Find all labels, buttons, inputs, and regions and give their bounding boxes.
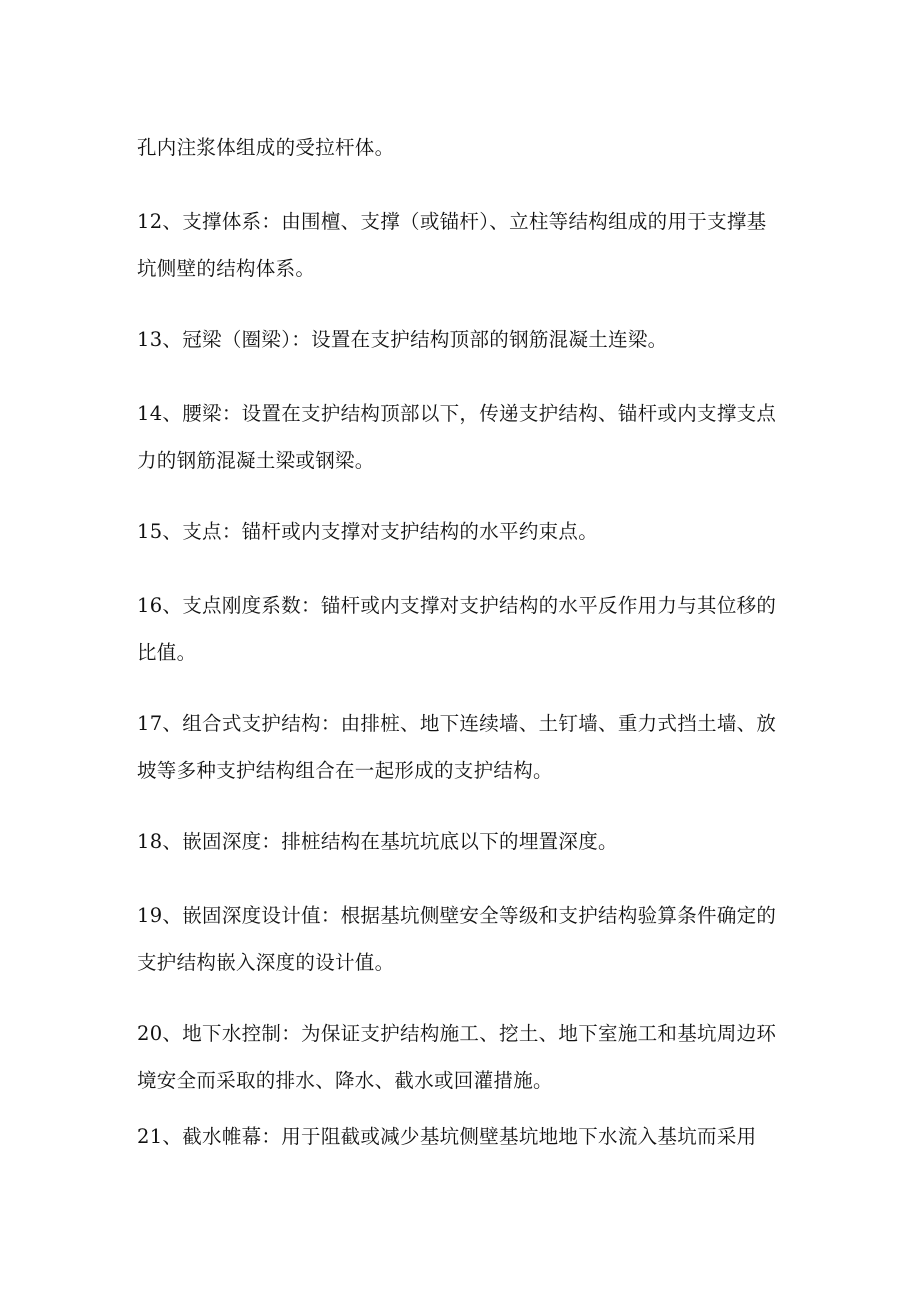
text-line: 17、组合式支护结构：由排桩、地下连续墙、土钉墙、重力式挡土墙、放 — [137, 712, 777, 735]
text-line: 21、截水帷幕：用于阻截或减少基坑侧壁基坑地地下水流入基坑而采用 — [137, 1125, 757, 1148]
text-line: 14、腰梁：设置在支护结构顶部以下，传递支护结构、锚杆或内支撑支点 — [137, 402, 777, 425]
text-line: 20、地下水控制：为保证支护结构施工、挖土、地下室施工和基坑周边环 — [137, 1022, 777, 1045]
text-line: 支护结构嵌入深度的设计值。 — [137, 951, 395, 974]
text-line: 孔内注浆体组成的受拉杆体。 — [137, 136, 395, 159]
text-line: 15、支点：锚杆或内支撑对支护结构的水平约束点。 — [137, 520, 599, 543]
text-line: 18、嵌固深度：排桩结构在基坑坑底以下的埋置深度。 — [137, 830, 618, 853]
text-line: 力的钢筋混凝土梁或钢梁。 — [137, 449, 375, 472]
text-line: 19、嵌固深度设计值：根据基坑侧壁安全等级和支护结构验算条件确定的 — [137, 904, 777, 927]
text-line: 坑侧壁的结构体系。 — [137, 257, 316, 280]
text-line: 13、冠梁（圈梁）：设置在支护结构顶部的钢筋混凝土连梁。 — [137, 328, 668, 351]
text-line: 境安全而采取的排水、降水、截水或回灌措施。 — [137, 1069, 553, 1092]
text-line: 坡等多种支护结构组合在一起形成的支护结构。 — [137, 759, 553, 782]
text-line: 16、支点刚度系数：锚杆或内支撑对支护结构的水平反作用力与其位移的 — [137, 594, 777, 617]
text-line: 12、支撑体系：由围檀、支撑（或锚杆）、立柱等结构组成的用于支撑基 — [137, 210, 767, 233]
text-line: 比值。 — [137, 641, 197, 664]
